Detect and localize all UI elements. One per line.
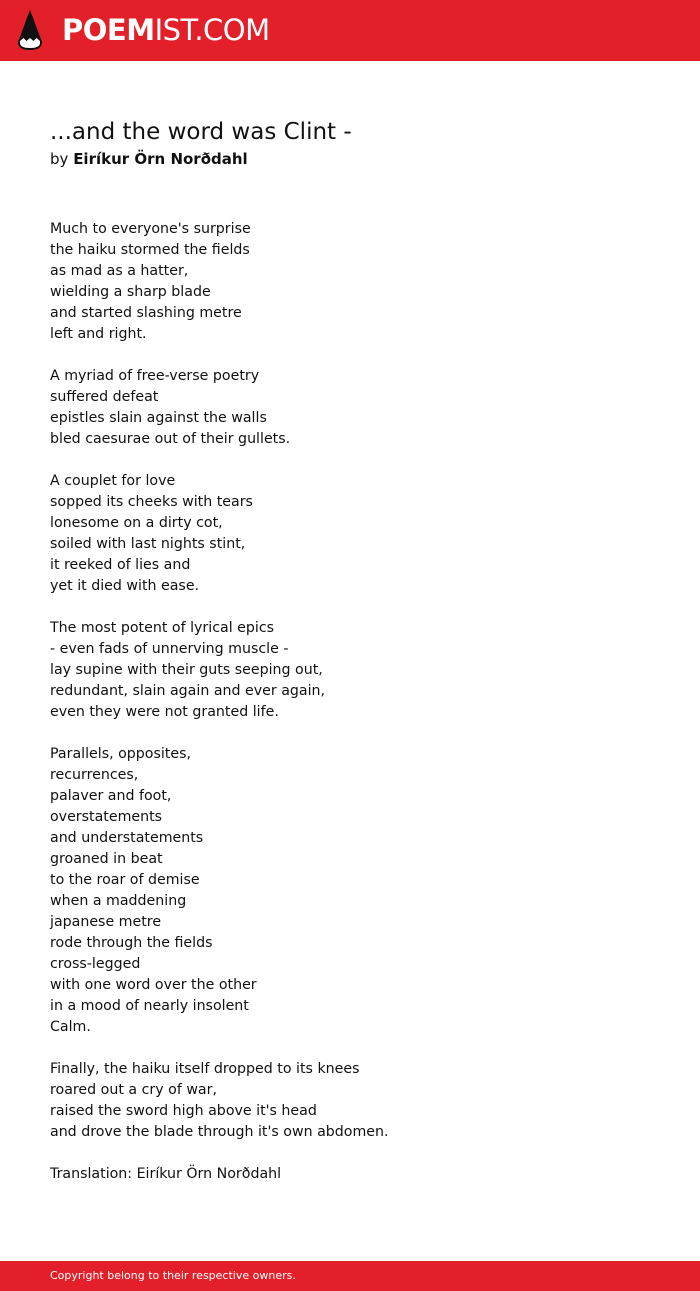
site-footer xyxy=(0,1261,700,1291)
poem-line: to the roar of demise xyxy=(50,872,200,888)
poem-line: lay supine with their guts seeping out, xyxy=(50,662,323,678)
stanza xyxy=(50,471,670,597)
poem-line: lonesome on a dirty cot, xyxy=(50,515,223,531)
brand-bold: POEM xyxy=(62,13,155,47)
poem-line: the haiku stormed the fields xyxy=(50,242,250,258)
stanza xyxy=(50,618,670,723)
poem-line: overstatements xyxy=(50,809,163,825)
pencil-tip-icon[interactable] xyxy=(17,9,43,51)
by-label: by xyxy=(50,150,69,168)
poem-line: and started slashing metre xyxy=(50,305,242,321)
poem-line: raised the sword high above it's head xyxy=(50,1103,317,1119)
poem-line: bled caesurae out of their gullets. xyxy=(50,431,291,447)
poem-line: A myriad of free-verse poetry xyxy=(50,368,260,384)
poem-line: and understatements xyxy=(50,830,204,846)
poem-line: roared out a cry of war, xyxy=(50,1082,217,1098)
poem-line: and drove the blade through it's own abdomen. xyxy=(50,1124,389,1140)
poem-line: recurrences, xyxy=(50,767,139,783)
poem-line: - even fads of unnerving muscle - xyxy=(50,641,289,657)
poem-line: as mad as a hatter, xyxy=(50,263,189,279)
stanza xyxy=(50,1059,670,1143)
site-logo-text[interactable] xyxy=(62,12,270,48)
poem-line: it reeked of lies and xyxy=(50,557,191,573)
poem-line: Parallels, opposites, xyxy=(50,746,192,762)
poem-line: in a mood of nearly insolent xyxy=(50,998,249,1014)
poem-line: when a maddening xyxy=(50,893,187,909)
poem-line: soiled with last nights stint, xyxy=(50,536,246,552)
poem-line: sopped its cheeks with tears xyxy=(50,494,253,510)
poem-line: palaver and foot, xyxy=(50,788,172,804)
poem-line: left and right. xyxy=(50,326,147,342)
poem-line: cross-legged xyxy=(50,956,141,972)
poem-line: yet it died with ease. xyxy=(50,578,200,594)
byline xyxy=(50,148,248,170)
poem-line: The most potent of lyrical epics xyxy=(50,620,275,636)
brand-light: IST.COM xyxy=(154,13,270,47)
translation-credit: Translation: Eiríkur Örn Norðdahl xyxy=(50,1166,282,1182)
poem-line: even they were not granted life. xyxy=(50,704,279,720)
poem-line: Calm. xyxy=(50,1019,91,1035)
poem-body xyxy=(50,219,670,1185)
poem-line: redundant, slain again and ever again, xyxy=(50,683,326,699)
poem-line: with one word over the other xyxy=(50,977,257,993)
poem-line: japanese metre xyxy=(50,914,162,930)
poem-line: wielding a sharp blade xyxy=(50,284,211,300)
author-name: Eiríkur Örn Norðdahl xyxy=(73,150,248,168)
copyright-notice: Copyright belong to their respective owners. xyxy=(50,1269,296,1282)
poem-line: suffered defeat xyxy=(50,389,159,405)
poem-line: groaned in beat xyxy=(50,851,163,867)
poem-line: A couplet for love xyxy=(50,473,176,489)
stanza xyxy=(50,366,670,450)
poem-line: rode through the fields xyxy=(50,935,213,951)
poem-line: Much to everyone's surprise xyxy=(50,221,251,237)
site-header xyxy=(0,0,700,61)
poem-title: ...and the word was Clint - xyxy=(50,119,352,145)
poem-line: Finally, the haiku itself dropped to its knees xyxy=(50,1061,360,1077)
stanza xyxy=(50,744,670,1038)
stanza xyxy=(50,219,670,345)
poem-line: epistles slain against the walls xyxy=(50,410,267,426)
